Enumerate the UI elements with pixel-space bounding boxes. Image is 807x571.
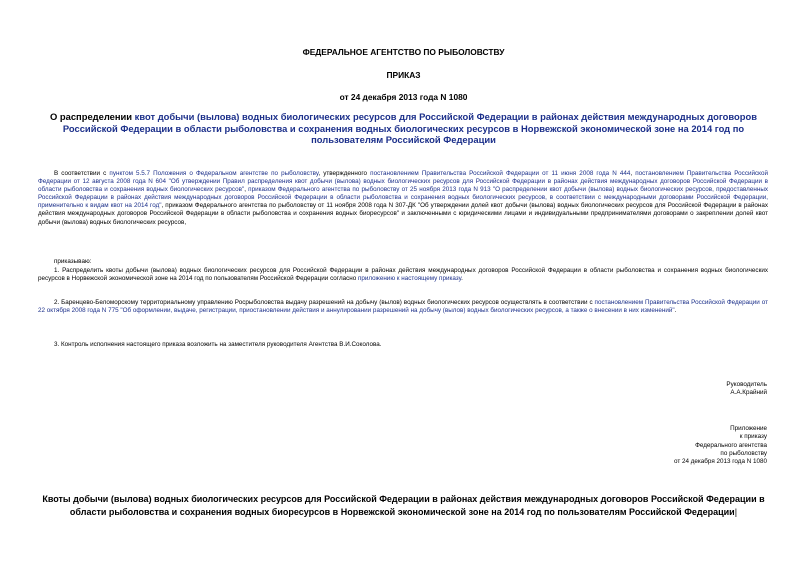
preamble-paragraph	[38, 170, 768, 227]
order-date-number: от 24 декабря 2013 года N 1080	[339, 92, 468, 102]
appendix-line-5: от 24 декабря 2013 года N 1080	[673, 458, 767, 466]
link-appendix[interactable]: приложению к настоящему приказу	[358, 275, 462, 283]
signature-role: Руководитель	[726, 381, 767, 388]
appendix-line-4: по рыболовству	[720, 449, 767, 457]
appendix-line-2: к приказу	[739, 433, 767, 441]
preamble-text-3: ,	[630, 170, 636, 177]
link-resolution-604[interactable]: постановлением Правительства Российской Федерации от 12 августа 2008 года N 604 "Об утверждении Правил распределения квот добычи (вылова) водных биологических ресурсов для Российской Федерации в районах действия международных договоров Российской Федерации в области рыболовства и сохранения водных биологических ресурсов"	[38, 170, 769, 194]
link-regulation-clause[interactable]: пунктом 5.5.7 Положения о Федеральном агентстве по рыболовству	[109, 170, 319, 177]
annex-title	[36, 493, 771, 519]
item-1-text: 1. Распределить квоты добычи (вылова) водных биологических ресурсов для Российской Федерации в районах действия международных договоров Российской Федерации в области рыболовства и сохранения водных биологических ресурсов в Норвежской экономической зоне на 2014 год по пользователям Российской Федерации согласно	[38, 267, 768, 283]
appendix-line-1: Приложение	[730, 425, 767, 432]
signature-name: А.А.Крайний	[730, 389, 767, 397]
link-resolution-444[interactable]: постановлением Правительства Российской Федерации от 11 июня 2008 года N 444	[370, 170, 631, 177]
agency-heading: ФЕДЕРАЛЬНОЕ АГЕНТСТВО ПО РЫБОЛОВСТВУ	[302, 47, 505, 57]
order-word	[38, 258, 768, 266]
appendix-reference	[674, 425, 767, 466]
signature-block	[726, 381, 767, 398]
order-title	[36, 111, 771, 146]
item-1-end: .	[461, 275, 463, 283]
item-2-paragraph	[38, 299, 768, 315]
link-order-913[interactable]: приказом Федерального агентства по рыболовству от 25 ноября 2013 года N 913 "О распределении квот добычи (вылова) водных биологических ресурсов, предоставленных Российской Федерации в районах действия международных договоров Российской Федерации в области рыболовства и сохранения водных биологических ресурсов, в соответствии с международными договорами Российской Федерации, применительно к видам квот на 2014 год"	[38, 186, 768, 210]
appendix-line-3: Федерального агентства	[695, 441, 767, 449]
title-link[interactable]: квот добычи (вылова) водных биологических ресурсов для Российской Федерации в районах действия международных договоров Российской Федерации в области рыболовства и сохранения водных биологических ресурсов в Норвежской экономической зоне на 2014 год по пользователям Российской Федерации	[62, 111, 757, 145]
preamble-text-1: В соответствии с	[54, 170, 110, 177]
doc-type-heading: ПРИКАЗ	[386, 70, 421, 80]
order-word-text: приказываю:	[54, 258, 92, 265]
item-3-paragraph	[38, 341, 768, 349]
preamble-text-5: , приказом Федерального агентства по рыболовству от 11 ноября 2008 года N 307-ДК "Об утверждении долей квот добычи (вылова) водных биологических ресурсов для Российской Федерации в районах действия международных договоров Российской Федерации в области рыболовства и сохранения водных биоресурсов" и заключенными с юридическими лицами и индивидуальными предпринимателями договорами о закреплении долей квот добычи (вылова) водных биологических ресурсов,	[38, 202, 768, 226]
link-resolution-775[interactable]: постановлением Правительства Российской Федерации от 22 октября 2008 года N 775 "Об оформлении, выдаче, регистрации, приостановлении действия и аннулировании разрешений на добычу (вылов) водных биологических ресурсов, а также о внесении в них изменений"	[38, 299, 768, 315]
item-3-text: 3. Контроль исполнения настоящего приказа возложить на заместителя руководителя Агентства В.И.Соколова.	[54, 341, 382, 348]
preamble-text-4: ,	[244, 186, 249, 194]
title-prefix: О распределении	[50, 111, 135, 122]
item-2-end: .	[674, 307, 677, 315]
item-1-paragraph	[38, 267, 768, 283]
annex-title-text: Квоты добычи (вылова) водных биологических ресурсов для Российской Федерации в районах действия международных договоров Российской Федерации в области рыболовства и сохранения водных биоресурсов в Норвежской экономической зоне на 2014 год по пользователям Российской Федерации	[42, 494, 765, 517]
item-2-text: 2. Баренцево-Беломорскому территориальному управлению Росрыболовства выдачу разрешений на добычу (вылов) водных биологических ресурсов осуществлять в соответствии с	[54, 299, 595, 306]
text-cursor: |	[734, 507, 738, 517]
preamble-text-2: , утвержденного	[318, 170, 371, 177]
